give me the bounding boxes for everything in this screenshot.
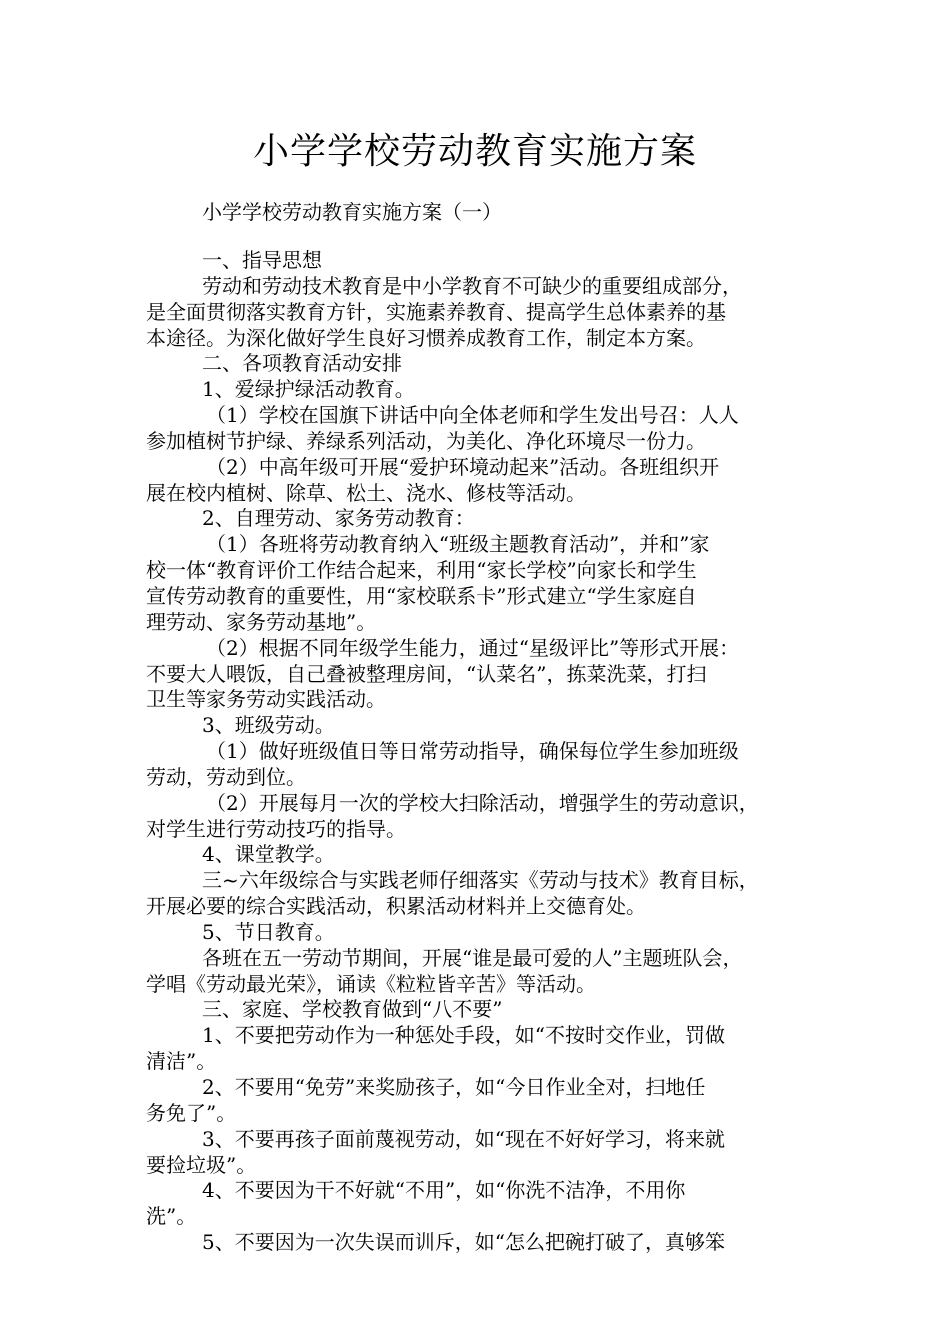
paragraph-line: 5、不要因为一次失误而训斥，如“怎么把碗打破了，真够笨 bbox=[202, 1230, 725, 1255]
document-title: 小学学校劳动教育实施方案 bbox=[252, 131, 697, 172]
subsection-heading: 2、自理劳动、家务劳动教育： bbox=[202, 506, 475, 531]
paragraph-line: 清洁”。 bbox=[146, 1049, 217, 1074]
paragraph-line: 开展必要的综合实践活动，积累活动材料并上交德育处。 bbox=[146, 894, 646, 919]
paragraph-line: 劳动和劳动技术教育是中小学教育不可缺少的重要组成部分， bbox=[202, 273, 742, 298]
subsection-heading: 1、爱绿护绿活动教育。 bbox=[202, 377, 415, 402]
subsection-heading: 3、班级劳动。 bbox=[202, 713, 335, 738]
document-subtitle: 小学学校劳动教育实施方案（一） bbox=[202, 200, 502, 224]
paragraph-line: 校一体“教育评价工作结合起来，利用“家长学校”向家长和学生 bbox=[146, 558, 697, 583]
paragraph-line: 不要大人喂饭，自己叠被整理房间，“认菜名”，拣菜洗菜，打扫 bbox=[146, 661, 707, 686]
paragraph-line: 4、不要因为干不好就“不用”，如“你洗不洁净，不用你 bbox=[202, 1178, 686, 1203]
paragraph-line: 本途径。为深化做好学生良好习惯养成教育工作，制定本方案。 bbox=[146, 325, 706, 350]
paragraph-line: 是全面贯彻落实教育方针，实施素养教育、提高学生总体素养的基 bbox=[146, 299, 726, 324]
paragraph-line: 展在校内植树、除草、松土、浇水、修枝等活动。 bbox=[146, 480, 586, 505]
paragraph-line: （1）学校在国旗下讲话中向全体老师和学生发出号召：人人 bbox=[206, 403, 739, 428]
paragraph-line: （2）中高年级可开展“爱护环境动起来”活动。各班组织开 bbox=[206, 454, 720, 479]
document-body bbox=[146, 248, 816, 1256]
paragraph-line: 务免了”。 bbox=[146, 1100, 237, 1125]
paragraph-line: 宣传劳动教育的重要性，用“家校联系卡”形式建立“学生家庭自 bbox=[146, 583, 697, 608]
subsection-heading: 5、节日教育。 bbox=[202, 919, 335, 944]
paragraph-line: 对学生进行劳动技巧的指导。 bbox=[146, 816, 406, 841]
section-heading: 三、家庭、学校教育做到“八不要” bbox=[202, 997, 503, 1022]
paragraph-line: 劳动，劳动到位。 bbox=[146, 764, 306, 789]
subsection-heading: 4、课堂教学。 bbox=[202, 842, 335, 867]
paragraph-line: 1、不要把劳动作为一种惩处手段，如“不按时交作业，罚做 bbox=[202, 1023, 725, 1048]
section-heading: 二、各项教育活动安排 bbox=[202, 351, 402, 376]
paragraph-line: （1）做好班级值日等日常劳动指导，确保每位学生参加班级 bbox=[206, 739, 739, 764]
paragraph-line: （1）各班将劳动教育纳入“班级主题教育活动”，并和”家 bbox=[206, 532, 710, 557]
paragraph-line: 3、不要再孩子面前蔑视劳动，如“现在不好好学习，将来就 bbox=[202, 1126, 725, 1151]
paragraph-line: 洗”。 bbox=[146, 1204, 197, 1229]
paragraph-line: 要捡垃圾”。 bbox=[146, 1152, 257, 1177]
section-heading: 一、指导思想 bbox=[202, 248, 322, 272]
paragraph-line: 2、不要用“免劳”来奖励孩子，如“今日作业全对，扫地任 bbox=[202, 1075, 706, 1099]
paragraph-line: 三~六年级综合与实践老师仔细落实《劳动与技术》教育目标， bbox=[202, 868, 759, 893]
paragraph-line: （2）开展每月一次的学校大扫除活动，增强学生的劳动意识， bbox=[206, 790, 759, 815]
paragraph-line: 学唱《劳动最光荣》，诵读《粒粒皆辛苦》等活动。 bbox=[146, 971, 596, 996]
paragraph-line: 理劳动、家务劳动基地”。 bbox=[146, 609, 377, 634]
paragraph-line: 各班在五一劳动节期间，开展“谁是最可爱的人”主题班队会， bbox=[202, 945, 743, 970]
paragraph-line: 参加植树节护绿、养绿系列活动，为美化、净化环境尽一份力。 bbox=[146, 428, 706, 453]
paragraph-line: 卫生等家务劳动实践活动。 bbox=[146, 687, 386, 712]
paragraph-line: （2）根据不同年级学生能力，通过“星级评比”等形式开展： bbox=[206, 635, 740, 660]
